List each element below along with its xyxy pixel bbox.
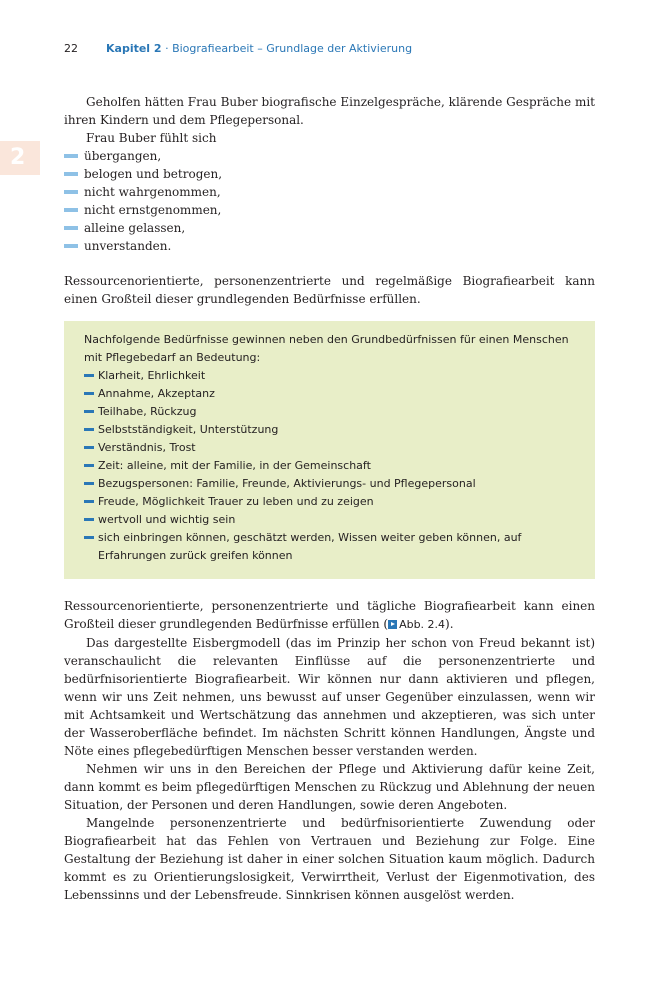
intro-lead: Frau Buber fühlt sich <box>86 131 217 145</box>
bullet-dash-icon <box>84 500 94 503</box>
list-item: belogen und betrogen, <box>64 165 595 183</box>
bullet-dash-icon <box>64 154 78 158</box>
list-item: wertvoll und wichtig sein <box>84 511 580 529</box>
page-number: 22 <box>64 42 78 55</box>
bullet-dash-icon <box>84 464 94 467</box>
chapter-heading <box>106 41 412 57</box>
figure-reference-link[interactable]: Abb. 2.4 <box>399 618 446 631</box>
list-item: Teilhabe, Rückzug <box>84 403 580 421</box>
bullet-dash-icon <box>64 208 78 212</box>
paragraph-daily-work: Ressourcenorientierte, personenzentrierte und tägliche Biografiearbeit kann einen Großteil dieser grundlegenden Bedürfnisse erfüllen ( Abb. 2.4). <box>64 599 595 631</box>
intro-paragraph: Geholfen hätten Frau Buber biografische Einzelgespräche, klärende Gespräche mit ihren Kindern und dem Pflegepersonal. <box>64 95 595 127</box>
list-item: Klarheit, Ehrlichkeit <box>84 367 580 385</box>
bullet-dash-icon <box>84 374 94 377</box>
list-item: alleine gelassen, <box>64 219 595 237</box>
body-section <box>64 597 595 904</box>
paragraph-no-time: Nehmen wir uns in den Bereichen der Pflege und Aktivierung dafür keine Zeit, dann kommt es beim pflegedürftigen Menschen zu Rückzug und Ablehnung der neuen Situation, der Personen und deren Handlungen, sowie deren Angeboten. <box>64 762 595 812</box>
bullet-dash-icon <box>84 392 94 395</box>
list-item: nicht wahrgenommen, <box>64 183 595 201</box>
bullet-dash-icon <box>84 518 94 521</box>
running-header <box>64 41 595 57</box>
bullet-dash-icon <box>64 244 78 248</box>
chapter-label: Kapitel 2 <box>106 42 162 55</box>
bullet-dash-icon <box>84 428 94 431</box>
needs-list <box>84 367 580 565</box>
chapter-separator: · <box>161 42 173 55</box>
list-item: Annahme, Akzeptanz <box>84 385 580 403</box>
list-item: Zeit: alleine, mit der Familie, in der Gemeinschaft <box>84 457 580 475</box>
chapter-tab-number: 2 <box>10 145 26 170</box>
list-item: übergangen, <box>64 147 595 165</box>
list-item: unverstanden. <box>64 237 595 255</box>
list-item: Freude, Möglichkeit Trauer zu leben und zu zeigen <box>84 493 580 511</box>
paragraph-iceberg: Das dargestellte Eisbergmodell (das im Prinzip her schon von Freud bekannt ist) veranschaulicht die relevanten Einflüsse auf die personenzentrierte und bedürfnisorientierte Biografiearbeit. Wir können nur dann aktivieren und pflegen, wenn wir uns Zeit nehmen, uns bewusst auf unser Gegenüber einzulassen, wenn wir mit Achtsamkeit und Wertschätzung das annehmen und akzeptieren, was sich unter der Wasseroberfläche befindet. Im nächsten Schritt können Handlungen, Ängste und Nöte eines pflegebedürftigen Menschen besser verstanden werden. <box>64 636 595 758</box>
list-item: Verständnis, Trost <box>84 439 580 457</box>
list-item: nicht ernstgenommen, <box>64 201 595 219</box>
bullet-dash-icon <box>64 226 78 230</box>
bullet-dash-icon <box>84 446 94 449</box>
bullet-dash-icon <box>84 536 94 539</box>
bullet-dash-icon <box>84 482 94 485</box>
box-intro: Nachfolgende Bedürfnisse gewinnen neben den Grundbedürfnissen für einen Menschen mit Pflegebedarf an Bedeutung: <box>84 333 569 364</box>
chapter-tab <box>0 141 40 175</box>
needs-info-box <box>64 321 595 579</box>
list-item: sich einbringen können, geschätzt werden, Wissen weiter geben können, auf Erfahrungen zurück greifen können <box>84 529 580 565</box>
chapter-title: Biografiearbeit – Grundlage der Aktivierung <box>172 42 413 55</box>
figure-reference-icon[interactable] <box>388 620 397 629</box>
list-item: Bezugspersonen: Familie, Freunde, Aktivierungs- und Pflegepersonal <box>84 475 580 493</box>
list-item: Selbstständigkeit, Unterstützung <box>84 421 580 439</box>
bullet-dash-icon <box>64 172 78 176</box>
bullet-dash-icon <box>64 190 78 194</box>
feelings-list <box>64 147 595 255</box>
intro-section <box>64 93 595 255</box>
resources-paragraph: Ressourcenorientierte, personenzentrierte und regelmäßige Biografiearbeit kann einen Großteil dieser grundlegenden Bedürfnisse erfüllen. <box>64 274 595 306</box>
bullet-dash-icon <box>84 410 94 413</box>
paragraph-consequences: Mangelnde personenzentrierte und bedürfnisorientierte Zuwendung oder Biografiearbeit hat das Fehlen von Vertrauen und Beziehung zur Folge. Eine Gestaltung der Beziehung ist daher in einer solchen Situation kaum möglich. Dadurch kommt es zu Orientierungslosigkeit, Verwirrtheit, Verlust der Eigenmotivation, des Lebenssinns und der Lebensfreude. Sinnkrisen können ausgelöst werden. <box>64 816 595 902</box>
